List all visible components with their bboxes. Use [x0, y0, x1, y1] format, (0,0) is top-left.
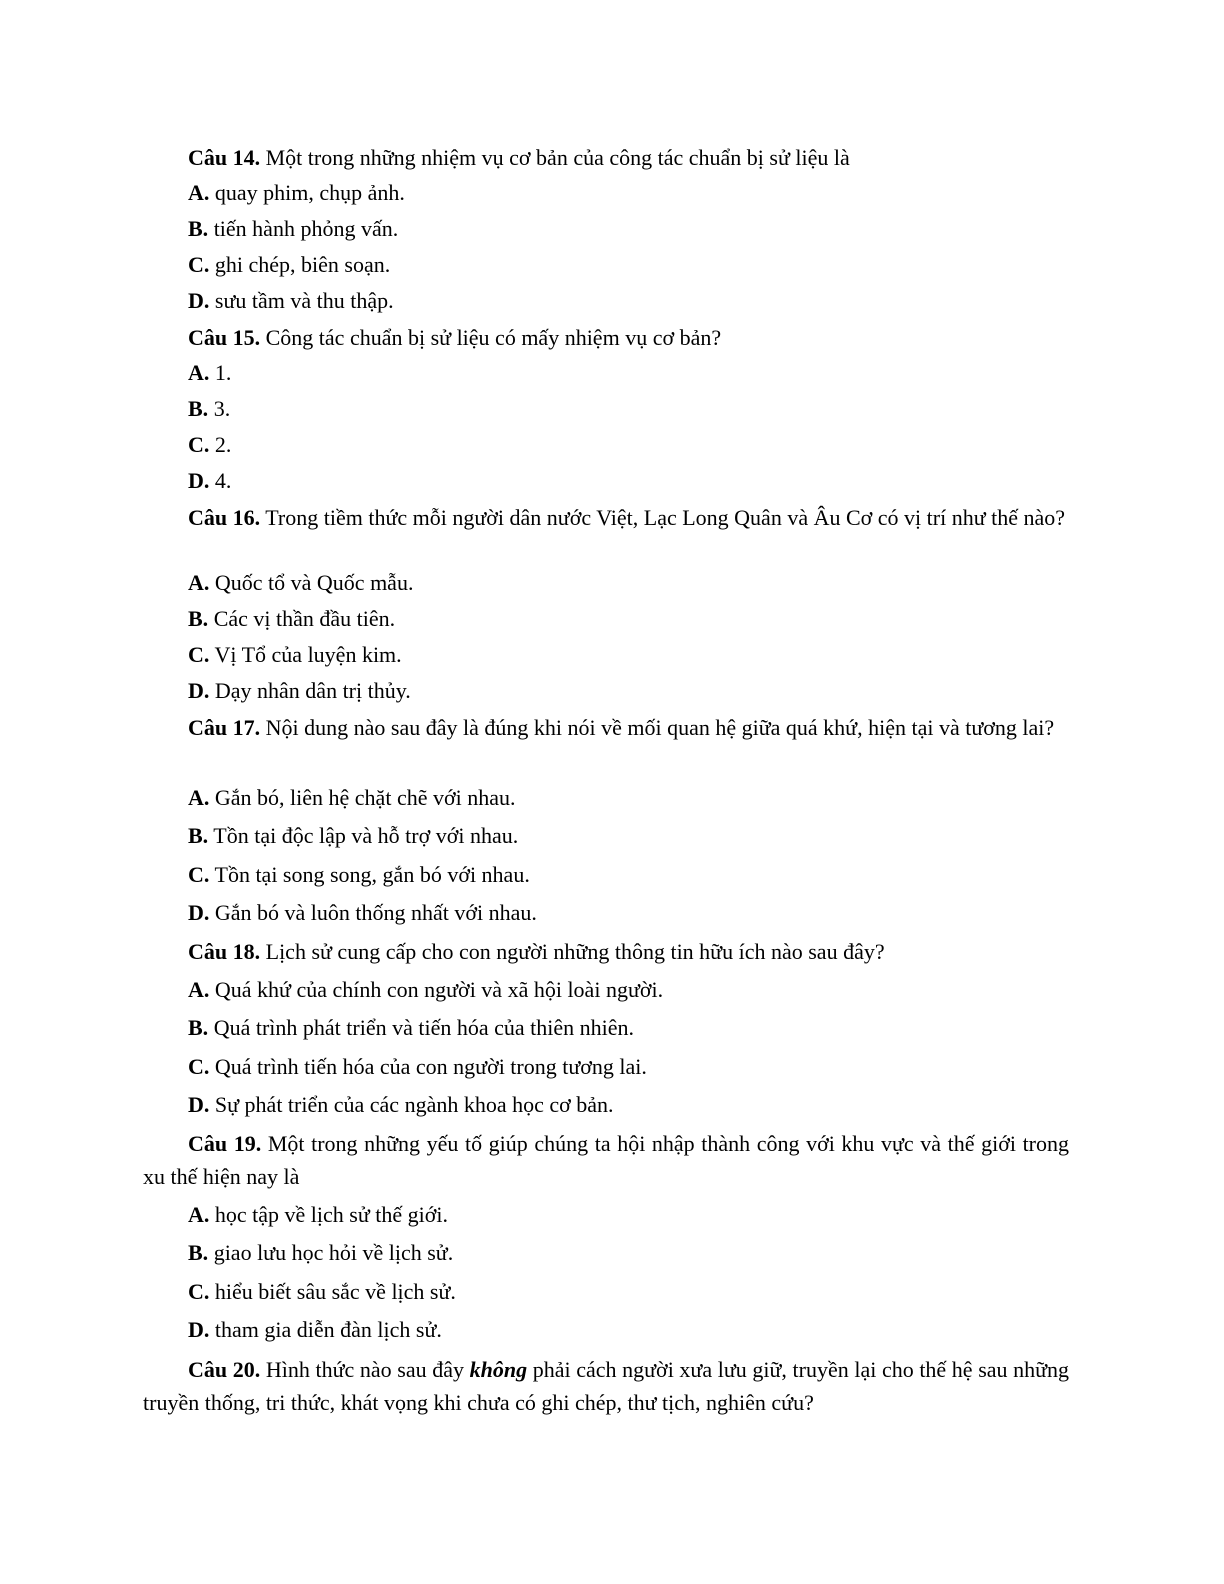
- option-18-b: [188, 1014, 634, 1042]
- option-letter: B.: [188, 823, 209, 848]
- option-letter: B.: [188, 1015, 209, 1040]
- option-19-c: [188, 1278, 456, 1306]
- option-text: Sự phát triển của các ngành khoa học cơ bản.: [214, 1092, 614, 1117]
- option-text: Các vị thần đầu tiên.: [213, 606, 396, 631]
- option-text: 1.: [214, 360, 232, 385]
- option-letter: B.: [188, 396, 209, 421]
- option-14-c: [188, 251, 390, 279]
- question-15: [143, 321, 1069, 354]
- option-text: ghi chép, biên soạn.: [214, 252, 391, 277]
- option-text: 3.: [213, 396, 231, 421]
- option-letter: A.: [188, 360, 210, 385]
- question-text: Trong tiềm thức mỗi người dân nước Việt, Lạc Long Quân và Âu Cơ có vị trí như thế nào?: [265, 505, 1066, 530]
- question-number: Câu 20.: [188, 1357, 261, 1382]
- question-text: Một trong những nhiệm vụ cơ bản của công tác chuẩn bị sử liệu là: [265, 145, 850, 170]
- option-letter: D.: [188, 1092, 210, 1117]
- option-19-b: [188, 1239, 453, 1267]
- option-18-c: [188, 1053, 647, 1081]
- question-number: Câu 16.: [188, 505, 261, 530]
- option-text: Quá trình phát triển và tiến hóa của thiên nhiên.: [213, 1015, 634, 1040]
- option-letter: D.: [188, 1317, 210, 1342]
- option-15-d: [188, 467, 231, 495]
- option-18-d: [188, 1091, 614, 1119]
- question-number: Câu 19.: [188, 1131, 262, 1156]
- option-text: Quốc tổ và Quốc mẫu.: [214, 570, 414, 595]
- option-text: Quá trình tiến hóa của con người trong tương lai.: [214, 1054, 647, 1079]
- option-letter: C.: [188, 252, 210, 277]
- option-letter: A.: [188, 977, 210, 1002]
- question-text: Lịch sử cung cấp cho con người những thông tin hữu ích nào sau đây?: [265, 939, 885, 964]
- option-letter: D.: [188, 900, 210, 925]
- option-letter: B.: [188, 1240, 209, 1265]
- option-16-a: [188, 569, 413, 597]
- option-14-a: [188, 179, 405, 207]
- question-16: [143, 501, 1069, 534]
- question-text-after: phải cách người xưa lưu giữ, truyền lại cho thế hệ sau những truyền thống, tri thức, khát vọng khi chưa có ghi chép, thư tịch, nghiên cứu?: [143, 1357, 1070, 1415]
- option-letter: B.: [188, 606, 209, 631]
- question-18: [143, 935, 1069, 968]
- option-letter: C.: [188, 1279, 210, 1304]
- question-emphasis: không: [469, 1357, 528, 1382]
- option-letter: C.: [188, 862, 210, 887]
- question-19: [143, 1127, 1069, 1193]
- option-text: Gắn bó, liên hệ chặt chẽ với nhau.: [214, 785, 516, 810]
- option-17-a: [188, 784, 515, 812]
- option-18-a: [188, 976, 663, 1004]
- option-letter: A.: [188, 180, 210, 205]
- option-text: Gắn bó và luôn thống nhất với nhau.: [214, 900, 537, 925]
- option-text: Quá khứ của chính con người và xã hội loài người.: [214, 977, 664, 1002]
- option-letter: B.: [188, 216, 209, 241]
- option-text: Tồn tại độc lập và hỗ trợ với nhau.: [213, 823, 519, 848]
- option-text: giao lưu học hỏi về lịch sử.: [213, 1240, 454, 1265]
- question-text: Công tác chuẩn bị sử liệu có mấy nhiệm vụ cơ bản?: [265, 325, 722, 350]
- question-number: Câu 18.: [188, 939, 261, 964]
- option-17-d: [188, 899, 537, 927]
- option-letter: A.: [188, 1202, 210, 1227]
- option-text: tiến hành phỏng vấn.: [213, 216, 399, 241]
- option-letter: C.: [188, 432, 210, 457]
- option-letter: A.: [188, 785, 210, 810]
- option-letter: C.: [188, 1054, 210, 1079]
- question-17: [143, 711, 1069, 744]
- option-letter: C.: [188, 642, 210, 667]
- option-text: 4.: [214, 468, 232, 493]
- option-16-c: [188, 641, 402, 669]
- question-number: Câu 17.: [188, 715, 261, 740]
- question-number: Câu 15.: [188, 325, 261, 350]
- option-16-b: [188, 605, 395, 633]
- option-text: hiểu biết sâu sắc về lịch sử.: [214, 1279, 456, 1304]
- option-17-b: [188, 822, 518, 850]
- option-letter: D.: [188, 678, 210, 703]
- option-text: Dạy nhân dân trị thủy.: [214, 678, 411, 703]
- option-15-c: [188, 431, 231, 459]
- question-14: [143, 141, 1069, 174]
- option-14-d: [188, 287, 394, 315]
- question-20: [143, 1353, 1069, 1419]
- option-letter: D.: [188, 468, 210, 493]
- option-16-d: [188, 677, 411, 705]
- option-letter: D.: [188, 288, 210, 313]
- option-17-c: [188, 861, 530, 889]
- option-text: học tập về lịch sử thế giới.: [214, 1202, 449, 1227]
- option-text: sưu tầm và thu thập.: [214, 288, 394, 313]
- question-text: Một trong những yếu tố giúp chúng ta hội nhập thành công với khu vực và thế giới trong xu thế hiện nay là: [143, 1131, 1070, 1189]
- question-number: Câu 14.: [188, 145, 261, 170]
- option-letter: A.: [188, 570, 210, 595]
- option-19-a: [188, 1201, 448, 1229]
- question-text-before: Hình thức nào sau đây: [265, 1357, 464, 1382]
- option-text: 2.: [214, 432, 232, 457]
- option-text: Tồn tại song song, gắn bó với nhau.: [214, 862, 530, 887]
- question-text: Nội dung nào sau đây là đúng khi nói về mối quan hệ giữa quá khứ, hiện tại và tương lai?: [265, 715, 1055, 740]
- option-15-a: [188, 359, 231, 387]
- option-19-d: [188, 1316, 442, 1344]
- option-text: tham gia diễn đàn lịch sử.: [214, 1317, 442, 1342]
- option-15-b: [188, 395, 230, 423]
- option-text: quay phim, chụp ảnh.: [214, 180, 405, 205]
- option-text: Vị Tổ của luyện kim.: [214, 642, 402, 667]
- option-14-b: [188, 215, 398, 243]
